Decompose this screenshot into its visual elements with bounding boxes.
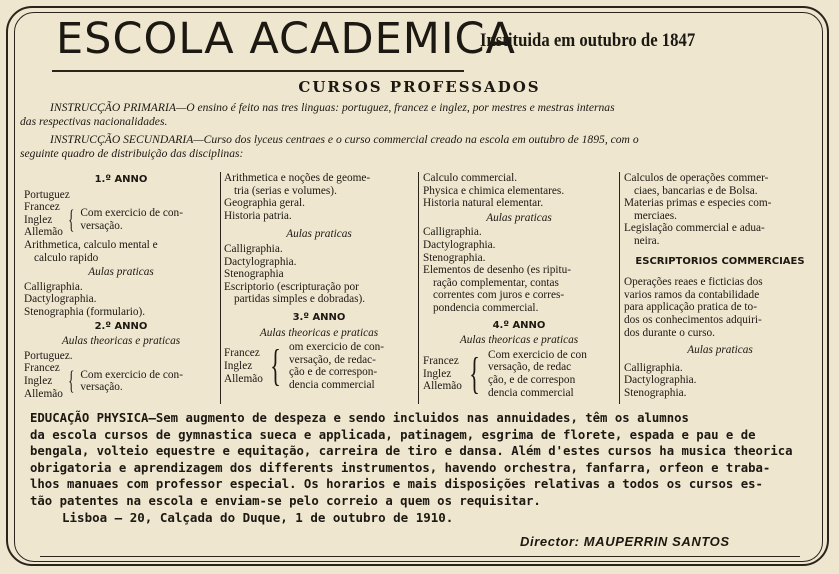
col4-line: dos os conhecimentos adquiri- <box>624 313 762 326</box>
brace-item: Allemão <box>423 380 462 393</box>
col2-line: Stenographia <box>224 268 284 281</box>
brace-symbol: { <box>270 341 281 391</box>
brace-item: Allemão <box>24 387 63 400</box>
column-3 <box>423 172 615 399</box>
col2-line: Escriptorio (escripturação por <box>224 280 359 293</box>
educacao-physica-paragraph <box>30 410 808 509</box>
brace-item: Inglez <box>24 213 53 226</box>
brace-text: Com exercicio de con <box>488 348 587 361</box>
brace-symbol: { <box>469 348 480 398</box>
col1-line: Portuguez. <box>24 349 73 362</box>
paragraph-line: EDUCAÇÃO PHYSICA—Sem augmento de despeza e sendo incluidos nas annuidades, têm os alumnos <box>30 411 689 425</box>
col3-line: pondencia commercial. <box>433 301 539 314</box>
brace-symbol: { <box>68 366 75 396</box>
year-3-heading: 3.º ANNO <box>292 311 346 323</box>
col1-line: Stenographia (formulario). <box>24 305 146 318</box>
practicas-label: Aulas praticas <box>286 228 352 241</box>
col2-line: partidas simples e dobradas). <box>234 293 366 306</box>
col3-line: Historia natural elementar. <box>423 197 544 210</box>
dateline: Lisboa — 20, Calçada do Duque, 1 de outubro de 1910. <box>62 510 454 525</box>
col2-line: Arithmetica e noções de geome- <box>224 172 371 184</box>
col1-line: Arithmetica, calculo mental e <box>24 238 158 251</box>
col2-line: Calligraphia. <box>224 242 283 255</box>
intro-primaria <box>20 101 820 129</box>
paragraph-line: obrigatoria e aprendizagem dos differents instrumentos, havendo orchestra, fanfarra, orfeon e traba- <box>30 460 771 475</box>
practicas-label: Aulas theoricas e praticas <box>459 334 579 347</box>
brace-text: dencia commercial <box>488 386 574 399</box>
col4-line: varios ramos da contabilidade <box>624 288 760 301</box>
primaria-label: INSTRUCÇÃO PRIMARIA <box>50 101 176 114</box>
col4-line: dos durante o curso. <box>624 326 715 339</box>
brace-text: Com exercicio de con- <box>80 368 183 381</box>
col4-line: Operações reaes e ficticias dos <box>624 276 763 289</box>
year-1-heading: 1.º ANNO <box>94 174 148 185</box>
brace-text: versação. <box>80 220 123 233</box>
primaria-text-2: das respectivas nacionalidades. <box>20 115 168 128</box>
secundaria-text-2: seguinte quadro de distribuição das disciplinas: <box>20 147 244 160</box>
brace-text: versação. <box>80 381 123 394</box>
col4-line: Calligraphia. <box>624 361 683 374</box>
column-divider <box>619 172 620 404</box>
paragraph-line: da escola cursos de gymnastica sueca e applicada, patinagem, esgrima de florete, espada e pau e de <box>30 427 756 442</box>
secundaria-text: —Curso dos lyceus centraes e o curso commercial creado na escola em outubro de 1895, com o <box>193 133 639 146</box>
paragraph-line: bengala, volteio equestre e equitação, carreira de tiro e dansa. Além d'estes cursos ha musica theorica <box>30 444 793 458</box>
col3-line: correntes com juros e corres- <box>433 289 565 302</box>
col4-line: merciaes. <box>634 209 677 222</box>
col1-line: calculo rapido <box>34 251 99 264</box>
brace-item: Allemão <box>24 226 63 239</box>
brace-item: Francez <box>24 362 60 375</box>
page-subtitle: Instituida em outubro de 1847 <box>480 30 696 51</box>
brace-text: Com exercicio de con- <box>80 207 183 220</box>
col1-line: Calligraphia. <box>24 280 83 293</box>
col4-line: Legislação commercial e adua- <box>624 222 765 235</box>
brace-item: Francez <box>24 201 60 214</box>
brace-item: Inglez <box>423 367 452 380</box>
col2-line: tria (serias e volumes). <box>234 184 337 197</box>
col4-line: neira. <box>634 234 660 247</box>
title-underline <box>52 70 464 72</box>
brace-text: om exercicio de con- <box>289 341 385 354</box>
brace-text: ção e de correspon- <box>289 366 378 379</box>
practicas-label: Aulas theoricas e praticas <box>259 326 379 339</box>
brace-item: Inglez <box>224 360 253 373</box>
practicas-label: Aulas praticas <box>88 266 154 279</box>
column-1 <box>24 172 218 400</box>
col2-line: Geographia geral. <box>224 197 305 210</box>
courses-heading: CURSOS PROFESSADOS <box>298 78 541 96</box>
column-4 <box>624 172 816 400</box>
col1-line: Portuguez <box>24 188 70 201</box>
language-brace-2 <box>24 362 218 400</box>
column-2 <box>224 172 414 392</box>
brace-item: Francez <box>224 347 260 360</box>
intro-secundaria <box>20 133 820 161</box>
year-2-heading: 2.º ANNO <box>94 320 148 332</box>
col3-line: Stenographia. <box>423 251 486 264</box>
col3-line: Physica e chimica elementares. <box>423 184 565 197</box>
col2-line: Dactylographia. <box>224 255 297 268</box>
language-brace-4 <box>423 349 615 399</box>
language-brace-1 <box>24 201 218 239</box>
bottom-rule <box>40 556 800 557</box>
col3-line: Calligraphia. <box>423 226 482 239</box>
brace-item: Inglez <box>24 374 53 387</box>
brace-item: Allemão <box>224 372 263 385</box>
brace-symbol: { <box>68 205 75 235</box>
col4-line: ciaes, bancarias e de Bolsa. <box>634 184 758 197</box>
secundaria-label: INSTRUCÇÃO SECUNDARIA <box>50 133 194 146</box>
paragraph-line: lhos manuaes com professor especial. Os horarios e mais disposições relativas a todos os cursos es- <box>30 477 763 491</box>
practicas-label: Aulas theoricas e praticas <box>61 335 181 348</box>
col4-line: Materias primas e especies com- <box>624 197 772 210</box>
col4-line: Dactylographia. <box>624 374 697 387</box>
director-signature: Director: MAUPERRIN SANTOS <box>520 534 730 549</box>
language-brace-3 <box>224 341 414 391</box>
column-divider <box>220 172 221 404</box>
paragraph-line: tão patentes na escola e enviam-se pelo correio a quem os requisitar. <box>30 493 541 508</box>
col4-line: Calculos de operações commer- <box>624 172 769 184</box>
col3-line: Calculo commercial. <box>423 172 518 184</box>
col3-line: Dactylographia. <box>423 238 496 251</box>
practicas-label: Aulas praticas <box>486 211 552 224</box>
escriptorios-heading: ESCRIPTORIOS COMMERCIAES <box>635 255 805 267</box>
col3-line: Elementos de desenho (es ripitu- <box>423 264 572 277</box>
col3-line: ração complementar, contas <box>433 276 559 289</box>
column-divider <box>418 172 419 404</box>
practicas-label: Aulas praticas <box>687 344 753 357</box>
col4-line: para applicação pratica de to- <box>624 301 757 314</box>
col4-line: Stenographia. <box>624 386 687 399</box>
col2-line: Historia patria. <box>224 209 292 222</box>
primaria-text: —O ensino é feito nas tres linguas: portuguez, francez e inglez, por mestres e mestras internas <box>175 101 615 114</box>
year-4-heading: 4.º ANNO <box>492 319 546 331</box>
col1-line: Dactylographia. <box>24 293 97 306</box>
brace-text: dencia commercial <box>289 378 375 391</box>
brace-item: Francez <box>423 355 459 368</box>
brace-text: versação, de redac- <box>289 353 376 366</box>
brace-text: versação, de redac <box>488 361 572 374</box>
page-title: ESCOLA ACADEMICA <box>56 14 516 64</box>
brace-text: ção, e de correspon <box>488 373 576 386</box>
